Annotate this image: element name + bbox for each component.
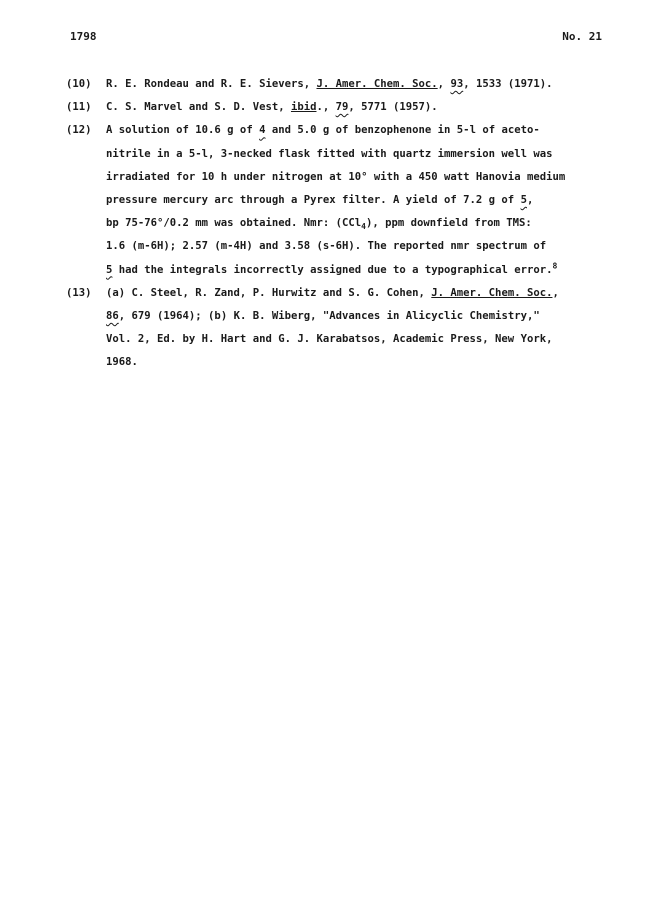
text-segment: and 5.0 g of benzophenone in 5-l of aceto- (265, 124, 540, 137)
text-segment: bp 75-76°/0.2 mm was obtained. Nmr: (CCl (106, 217, 362, 230)
reference-line (106, 96, 626, 119)
text-segment: had the integrals incorrectly assigned due to a typographical error. (112, 263, 553, 276)
reference-text (106, 282, 626, 375)
text-segment: (a) C. Steel, R. Zand, P. Hurwitz and S. G. Cohen, (106, 286, 432, 299)
text-segment: ., (316, 101, 336, 114)
bold-number: 4 (259, 124, 266, 137)
text-segment: Vol. 2, Ed. by H. Hart and G. J. Karabatsos, Academic Press, New York, (106, 333, 553, 346)
footnote-superscript: 8 (552, 261, 558, 271)
journal-title: J. Amer. Chem. Soc. (431, 286, 553, 299)
reference-line (106, 166, 626, 189)
reference-line (106, 235, 626, 258)
text-segment: , (526, 194, 534, 207)
reference-line (106, 305, 626, 328)
text-segment: , (552, 286, 559, 299)
reference-number: (11) (66, 101, 92, 114)
subscript: 4 (361, 222, 366, 232)
reference-text (106, 96, 626, 119)
page-number: 1798 (70, 30, 97, 43)
text-segment: C. S. Marvel and S. D. Vest, (106, 101, 291, 114)
reference-item (66, 73, 626, 96)
text-segment: 1.6 (m-6H); 2.57 (m-4H) and 3.58 (s-6H). The reported nmr spectrum of (106, 240, 547, 253)
bold-number: 93 (450, 78, 464, 90)
reference-line (106, 351, 626, 374)
reference-line (106, 119, 626, 142)
reference-item (66, 282, 626, 375)
reference-line (106, 143, 626, 166)
text-segment: , 679 (1964); (b) K. B. Wiberg, "Advances in Alicyclic Chemistry," (118, 310, 540, 323)
journal-title: ibid (290, 101, 317, 114)
text-segment: pressure mercury arc through a Pyrex filter. A yield of 7.2 g of (106, 194, 521, 207)
reference-line (106, 282, 626, 305)
reference-line (106, 328, 626, 351)
bold-number: 86 (106, 310, 119, 323)
reference-text (106, 73, 626, 96)
reference-number: (13) (66, 286, 92, 299)
page-header (70, 30, 602, 46)
reference-item (66, 96, 626, 119)
text-segment: ), ppm downfield from TMS: (365, 217, 532, 230)
reference-list (66, 73, 626, 375)
text-segment: , (437, 78, 451, 90)
bold-number: 5 (106, 263, 113, 276)
text-segment: , 1533 (1971). (463, 78, 553, 90)
text-segment: nitrile in a 5-l, 3-necked flask fitted with quartz immersion well was (106, 147, 553, 160)
reference-number: (10) (66, 78, 92, 90)
text-segment: A solution of 10.6 g of (106, 124, 260, 137)
reference-line (106, 189, 626, 212)
reference-number: (12) (66, 124, 92, 137)
reference-item (66, 119, 626, 281)
reference-line (106, 212, 626, 235)
text-segment: 1968. (106, 356, 138, 369)
reference-line (106, 259, 626, 282)
text-segment: irradiated for 10 h under nitrogen at 10° with a 450 watt Hanovia medium (106, 170, 566, 183)
bold-number: 5 (520, 194, 527, 207)
text-segment: R. E. Rondeau and R. E. Sievers, (106, 78, 317, 90)
journal-title: J. Amer. Chem. Soc. (316, 78, 438, 90)
reference-text (106, 119, 626, 281)
issue-number: No. 21 (562, 30, 602, 43)
text-segment: , 5771 (1957). (348, 101, 438, 114)
reference-line (106, 73, 626, 96)
bold-number: 79 (335, 101, 349, 114)
